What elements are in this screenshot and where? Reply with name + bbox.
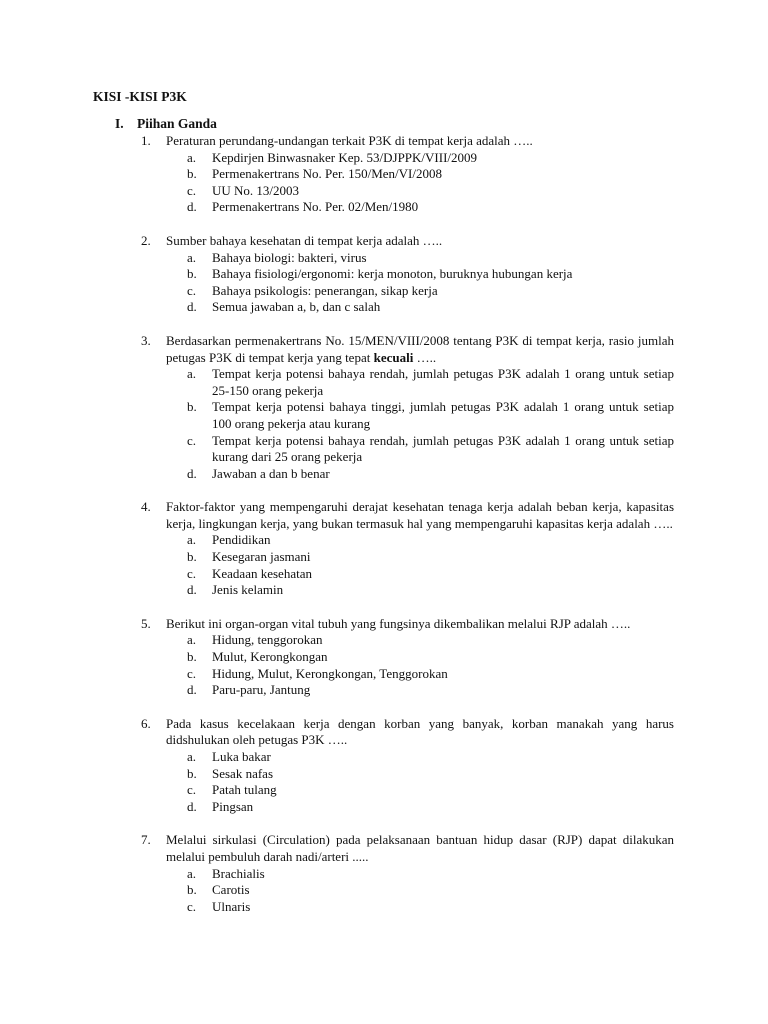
option-letter: c. [187, 432, 197, 448]
option-item [0, 532, 768, 549]
option-item [0, 166, 768, 183]
option-text: Permenakertrans No. Per. 150/Men/VI/2008 [212, 166, 442, 182]
option-text: Pendidikan [212, 532, 271, 548]
question-text: Sumber bahaya kesehatan di tempat kerja adalah ….. [166, 232, 443, 248]
option-letter: a. [187, 632, 197, 648]
option-text: Bahaya psikologis: penerangan, sikap kerja [212, 282, 438, 298]
question-number: 5. [141, 615, 151, 631]
option-list [0, 749, 768, 815]
option-letter: a. [187, 249, 197, 265]
option-text: Hidung, tenggorokan [212, 632, 323, 648]
option-item [0, 882, 768, 899]
option-text: Carotis [212, 882, 250, 898]
question-text: Pada kasus kecelakaan kerja dengan korban yang banyak, korban manakah yang harus didshulukan oleh petugas P3K ….. [166, 715, 674, 748]
option-text: Kesegaran jasmani [212, 549, 311, 565]
option-text: Permenakertrans No. Per. 02/Men/1980 [212, 199, 419, 215]
option-text: Hidung, Mulut, Kerongkongan, Tenggorokan [212, 665, 448, 681]
option-letter: b. [187, 882, 197, 898]
option-list [0, 150, 768, 216]
option-text: Brachialis [212, 865, 265, 881]
option-text: Tempat kerja potensi bahaya tinggi, jumlah petugas P3K adalah 1 orang untuk setiap 100 orang pekerja atau kurang [212, 399, 674, 431]
option-letter: c. [187, 182, 197, 198]
option-item [0, 682, 768, 699]
question-number: 7. [141, 832, 151, 848]
section-heading [115, 116, 217, 133]
question-number: 6. [141, 715, 151, 731]
option-text: Kepdirjen Binwasnaker Kep. 53/DJPPK/VIII/2009 [212, 149, 478, 165]
option-letter: b. [187, 765, 197, 781]
option-text: Mulut, Kerongkongan [212, 649, 328, 665]
option-letter: d. [187, 299, 197, 315]
question-emphasis: kecuali [373, 349, 414, 365]
option-list [0, 250, 768, 316]
option-text: Sesak nafas [212, 765, 274, 781]
option-item [0, 649, 768, 666]
option-letter: c. [187, 665, 197, 681]
option-list [0, 366, 768, 482]
option-text: Tempat kerja potensi bahaya rendah, jumlah petugas P3K adalah 1 orang untuk setiap 25-150 orang pekerja [212, 366, 674, 398]
option-letter: a. [187, 366, 197, 382]
option-text: Bahaya biologi: bakteri, virus [212, 249, 367, 265]
option-letter: a. [187, 532, 197, 548]
option-item [0, 566, 768, 583]
option-item [0, 899, 768, 916]
question-item [0, 333, 768, 482]
option-letter: b. [187, 166, 197, 182]
question-text: Berikut ini organ-organ vital tubuh yang fungsinya dikembalikan melalui RJP adalah ….. [166, 615, 631, 631]
option-item [0, 466, 768, 483]
option-item [0, 366, 768, 399]
option-item [0, 582, 768, 599]
document-title: KISI -KISI P3K [93, 89, 187, 104]
option-list [0, 632, 768, 698]
option-letter: c. [187, 898, 197, 914]
option-letter: b. [187, 399, 197, 415]
option-letter: d. [187, 798, 197, 814]
option-item [0, 266, 768, 283]
question-item [0, 233, 768, 316]
option-letter: a. [187, 149, 197, 165]
question-text-end: ….. [413, 349, 437, 365]
option-item [0, 766, 768, 783]
question-text [166, 333, 674, 366]
option-letter: d. [187, 682, 197, 698]
question-item [0, 133, 768, 216]
option-letter: a. [187, 749, 197, 764]
option-letter: d. [187, 582, 197, 598]
option-list [0, 532, 768, 598]
option-text: Luka bakar [212, 749, 271, 764]
option-item [0, 799, 768, 816]
question-text: Melalui sirkulasi (Circulation) pada pelaksanaan bantuan hidup dasar (RJP) dapat dilakukan melalui pembuluh darah nadi/arteri ..... [166, 832, 674, 864]
option-letter: d. [187, 465, 197, 481]
question-number: 4. [141, 499, 151, 515]
question-item [0, 716, 768, 816]
option-item [0, 183, 768, 200]
question-number: 3. [141, 332, 151, 348]
section-title: Piihan Ganda [137, 116, 217, 131]
option-letter: a. [187, 865, 197, 881]
option-item [0, 250, 768, 267]
option-text: Jawaban a dan b benar [212, 465, 330, 481]
option-text: Tempat kerja potensi bahaya rendah, jumlah petugas P3K adalah 1 orang untuk setiap kurang dari 25 orang pekerja [212, 432, 674, 465]
option-item [0, 283, 768, 300]
option-text: Semua jawaban a, b, dan c salah [212, 299, 381, 315]
section-number: I. [115, 116, 124, 131]
question-text-start: Berdasarkan permenakertrans No. 15/MEN/VIII/2008 tentang P3K di tempat kerja, rasio jumlah petugas P3K di tempat kerja yang tepat [166, 332, 674, 365]
option-item [0, 666, 768, 683]
question-item [0, 499, 768, 599]
question-list [0, 133, 768, 932]
option-letter: b. [187, 549, 197, 565]
option-text: Jenis kelamin [212, 582, 284, 598]
option-item [0, 549, 768, 566]
option-item [0, 632, 768, 649]
option-item [0, 399, 768, 432]
option-letter: b. [187, 649, 197, 665]
option-item [0, 150, 768, 167]
option-text: Pingsan [212, 798, 254, 814]
option-text: Bahaya fisiologi/ergonomi: kerja monoton, buruknya hubungan kerja [212, 266, 573, 282]
option-text: Patah tulang [212, 782, 277, 798]
option-text: Keadaan kesehatan [212, 565, 312, 581]
option-letter: c. [187, 782, 197, 798]
option-item [0, 782, 768, 799]
option-list [0, 866, 768, 916]
question-item [0, 832, 768, 915]
option-letter: b. [187, 266, 197, 282]
option-letter: d. [187, 199, 197, 215]
option-letter: c. [187, 565, 197, 581]
option-item [0, 749, 768, 766]
option-item [0, 199, 768, 216]
option-item [0, 866, 768, 883]
question-number: 1. [141, 133, 151, 148]
question-text: Peraturan perundang-undangan terkait P3K di tempat kerja adalah ….. [166, 133, 533, 148]
option-item [0, 299, 768, 316]
question-number: 2. [141, 232, 151, 248]
option-letter: c. [187, 282, 197, 298]
option-item [0, 433, 768, 466]
option-text: Paru-paru, Jantung [212, 682, 311, 698]
option-text: Ulnaris [212, 898, 251, 914]
question-item [0, 616, 768, 699]
option-text: UU No. 13/2003 [212, 182, 300, 198]
question-text: Faktor-faktor yang mempengaruhi derajat kesehatan tenaga kerja adalah beban kerja, kapasitas kerja, lingkungan kerja, yang bukan termasuk hal yang mempengaruhi kapasitas kerja adalah ….. [166, 499, 674, 531]
